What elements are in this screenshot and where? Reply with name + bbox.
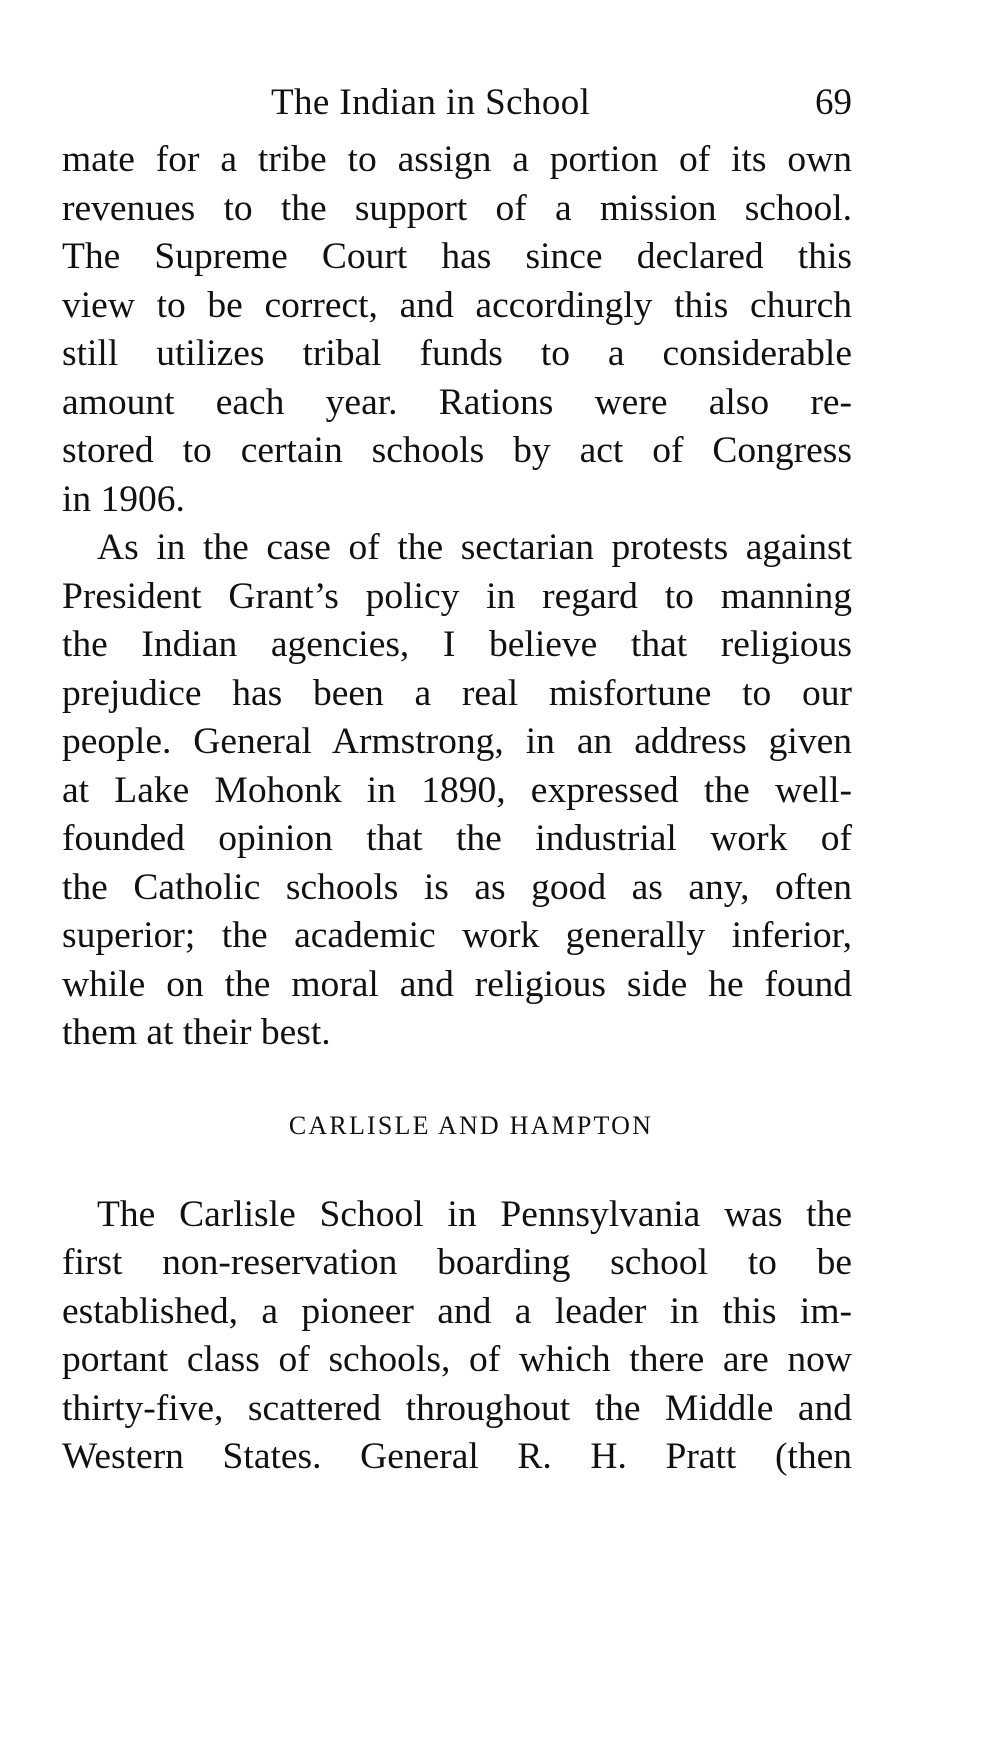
running-title: The Indian in School [271, 82, 591, 123]
page-header [62, 70, 852, 136]
text-line: the Catholic schools is as good as any, often [62, 866, 852, 908]
text-line: still utilizes tribal funds to a considerable [62, 333, 852, 374]
text-line: at Lake Mohonk in 1890, expressed the well- [62, 769, 852, 811]
text-line: stored to certain schools by act of Congress [62, 430, 852, 471]
text-line: As in the case of the sectarian protests against [97, 527, 852, 568]
text-line: while on the moral and religious side he found [62, 963, 852, 1005]
text-line: view to be correct, and accordingly this church [62, 284, 852, 326]
book-page [62, 70, 852, 1482]
text-line: founded opinion that the industrial work of [62, 818, 852, 859]
text-line: The Supreme Court has since declared this [62, 236, 852, 277]
text-line: the Indian agencies, I believe that religious [62, 624, 852, 665]
text-line: mate for a tribe to assign a portion of its own [62, 139, 852, 180]
text-line: in 1906. [62, 478, 185, 520]
text-line: Western States. General R. H. Pratt (then [62, 1436, 852, 1477]
text-line: portant class of schools, of which there are now [62, 1339, 852, 1380]
text-line: revenues to the support of a mission school. [62, 187, 852, 229]
text-line: amount each year. Rations were also re- [62, 381, 852, 423]
paragraph-continuation [62, 136, 852, 524]
page-number: 69 [815, 82, 852, 123]
text-line: superior; the academic work generally inferior, [62, 915, 852, 956]
text-line: prejudice has been a real misfortune to our [62, 672, 852, 714]
paragraph-armstrong [62, 524, 852, 1058]
text-line: people. General Armstrong, in an address given [62, 721, 852, 762]
text-line: thirty-five, scattered throughout the Middle and [62, 1387, 852, 1429]
text-line: first non-reservation boarding school to be [62, 1242, 852, 1283]
section-heading: CARLISLE AND HAMPTON [288, 1110, 654, 1140]
text-line: them at their best. [62, 1012, 331, 1053]
text-line: President Grant’s policy in regard to manning [62, 575, 852, 617]
text-line: established, a pioneer and a leader in this im- [62, 1290, 852, 1332]
text-line: The Carlisle School in Pennsylvania was the [97, 1193, 852, 1235]
paragraph-carlisle [62, 1191, 852, 1482]
